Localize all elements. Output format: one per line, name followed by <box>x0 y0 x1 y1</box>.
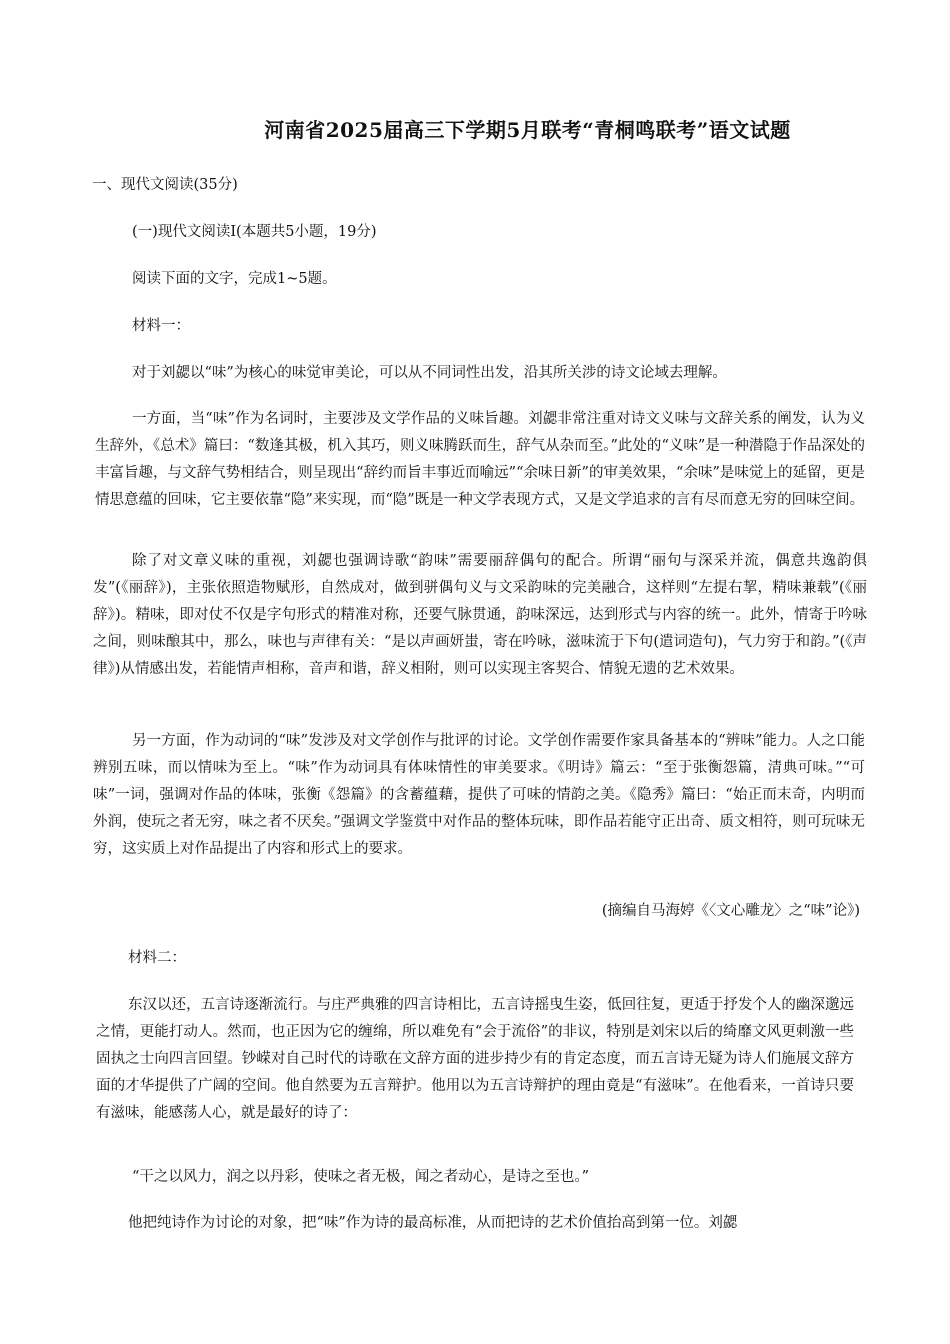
material2-paragraph-3: 他把纯诗作为讨论的对象，把“味”作为诗的最高标准，从而把诗的艺术价值抬高到第一位。刘勰 <box>128 1215 738 1231</box>
material1-paragraph-3: 除了对文章义味的重视，刘勰也强调诗歌“韵味”需要丽辞偶句的配合。所谓“丽句与深采并流，偶意共逸韵俱发”(《丽辞》)，主张依照造物赋形，自然成对，做到骈偶句义与文采韵味的完美融合，这样则“左提右挈，精味兼载”(《丽辞》)。精味，即对仗不仅是字句形式的精准对称，还要气脉贯通，韵味深远，达到形式与内容的统一。此外，情寄于吟咏之间，则味酿其中，那么，味也与声律有关：“是以声画妍蚩，寄在吟咏，滋味流于下句(遣词造句)，气力穷于和韵。”(《声律》)从情感出发，若能情声相称，音声和谐，辞义相附，则可以实现主客契合、情貌无遗的艺术效果。 <box>93 553 867 677</box>
material1-paragraph-1: 对于刘勰以“味”为核心的味觉审美论，可以从不同词性出发，沿其所关涉的诗文论域去理解。 <box>132 365 727 381</box>
material2-paragraph-1: 东汉以还，五言诗逐渐流行。与庄严典雅的四言诗相比，五言诗摇曳生姿，低回往复，更适于抒发个人的幽深邈远之情，更能打动人。然而，也正因为它的缠绵，所以难免有“会于流俗”的非议，特别是刘宋以后的绮靡文风更刺激一些固执之士向四言回望。钞嵘对自己时代的诗歌在文辞方面的进步持少有的肯定态度，而五言诗无疑为诗人们施展文辞方面的才华提供了广阔的空间。他自然要为五言辩护。他用以为五言诗辩护的理由竟是“有滋味”。在他看来，一首诗只要有滋味，能感荡人心，就是最好的诗了： <box>96 997 854 1121</box>
material2-label: 材料二： <box>128 950 186 966</box>
material1-source: (摘编自马海婷《〈文心雕龙〉之“味”论》) <box>601 903 860 919</box>
page-title: 河南省2025届高三下学期5月联考“青桐鸣联考”语文试题 <box>264 118 791 142</box>
section-heading: 一、现代文阅读(35分) <box>92 177 238 193</box>
instruction-text: 阅读下面的文字，完成1~5题。 <box>132 271 337 287</box>
subsection-heading: (一)现代文阅读Ⅰ(本题共5小题，19分) <box>132 224 377 240</box>
material1-paragraph-2: 一方面，当“味”作为名词时，主要涉及文学作品的义味旨趣。刘勰非常注重对诗文义味与文辞关系的阐发，认为义生辞外，《总术》篇曰：“数逢其极，机入其巧，则义味腾跃而生，辞气从杂而至。”此处的“义味”是一种潜隐于作品深处的丰富旨趣，与文辞气势相结合，则呈现出“辞约而旨丰事近而喻远”“余味日新”的审美效果，“余味”是味觉上的延留，更是情思意蕴的回味，它主要依靠“隐”来实现，而“隐”既是一种文学表现方式，又是文学追求的言有尽而意无穷的回味空间。 <box>95 411 865 508</box>
material1-paragraph-4: 另一方面，作为动词的“味”发涉及对文学创作与批评的讨论。文学创作需要作家具备基本的“辨味”能力。人之口能辨别五味，而以情味为至上。“味”作为动词具有体味情性的审美要求。《明诗》篇云：“至于张衡怨篇，清典可味。”“可味”一词，强调对作品的体味，张衡《怨篇》的含蓄蕴藉，提供了可味的情韵之美。《隐秀》篇曰：“始正而末奇，内明而外润，使玩之者无穷，味之者不厌矣。”强调文学鉴赏中对作品的整体玩味，即作品若能守正出奇、质文相符，则可玩味无穷，这实质上对作品提出了内容和形式上的要求。 <box>93 733 865 857</box>
material1-label: 材料一： <box>132 318 190 334</box>
material2-quote: “干之以风力，润之以丹彩，使味之者无极，闻之者动心，是诗之至也。” <box>132 1169 590 1185</box>
